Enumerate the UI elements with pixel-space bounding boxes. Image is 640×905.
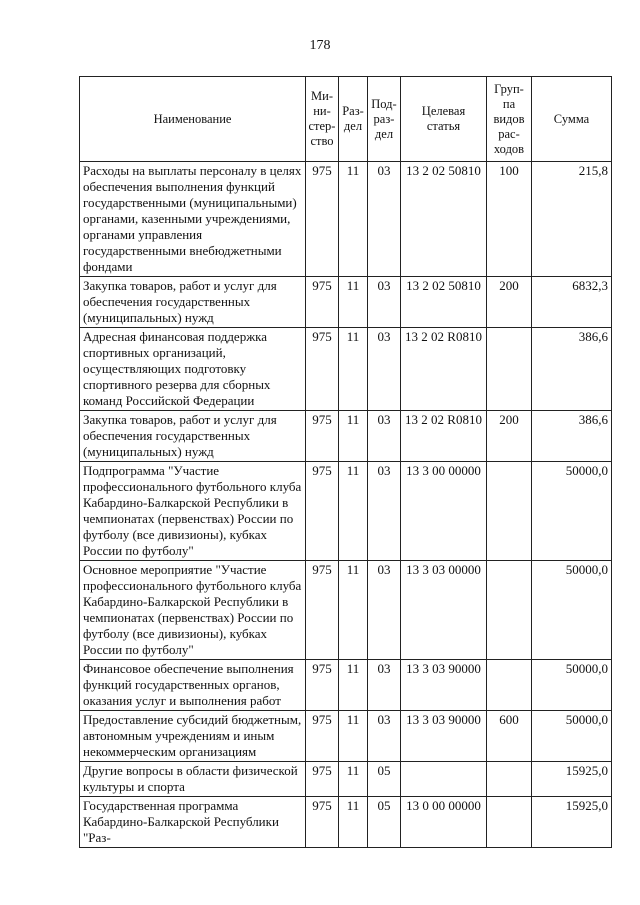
- cell-subsection: 03: [368, 462, 401, 561]
- cell-sum: 15925,0: [532, 762, 612, 797]
- cell-name: Подпрограмма "Участие профессионального футбольного клуба Кабардино-Балкарской Республики в чемпионатах (первенствах) России по футболу (все дивизионы), кубках России по футболу": [80, 462, 306, 561]
- table-row: [80, 328, 612, 411]
- cell-subsection: 05: [368, 762, 401, 797]
- cell-expense-group: 200: [487, 411, 532, 462]
- cell-sum: 50000,0: [532, 462, 612, 561]
- cell-name: Предоставление субсидий бюджетным, автономным учреждениям и иным некоммерческим организациям: [80, 711, 306, 762]
- cell-section: 11: [339, 162, 368, 277]
- table-row: [80, 277, 612, 328]
- cell-ministry: 975: [306, 277, 339, 328]
- cell-expense-group: 100: [487, 162, 532, 277]
- cell-sum: 215,8: [532, 162, 612, 277]
- cell-subsection: 05: [368, 797, 401, 848]
- cell-target-article: 13 2 02 R0810: [401, 328, 487, 411]
- table-row: [80, 711, 612, 762]
- cell-subsection: 03: [368, 162, 401, 277]
- cell-expense-group: [487, 561, 532, 660]
- header-name: Наименование: [80, 77, 306, 162]
- cell-name: Закупка товаров, работ и услуг для обеспечения государственных (муниципальных) нужд: [80, 277, 306, 328]
- cell-section: 11: [339, 561, 368, 660]
- cell-target-article: 13 2 02 R0810: [401, 411, 487, 462]
- table-header-row: [80, 77, 612, 162]
- cell-target-article: [401, 762, 487, 797]
- table-row: [80, 797, 612, 848]
- cell-target-article: 13 0 00 00000: [401, 797, 487, 848]
- cell-name: Основное мероприятие "Участие профессионального футбольного клуба Кабардино-Балкарской Республики в чемпионатах (первенствах) России по футболу (все дивизионы), кубках России по футболу": [80, 561, 306, 660]
- cell-sum: 15925,0: [532, 797, 612, 848]
- cell-section: 11: [339, 462, 368, 561]
- cell-target-article: 13 3 03 90000: [401, 660, 487, 711]
- cell-section: 11: [339, 277, 368, 328]
- table-row: [80, 762, 612, 797]
- cell-name: Финансовое обеспечение выполнения функций государственных органов, оказания услуг и выполнения работ: [80, 660, 306, 711]
- cell-sum: 50000,0: [532, 711, 612, 762]
- cell-ministry: 975: [306, 328, 339, 411]
- cell-expense-group: [487, 762, 532, 797]
- cell-subsection: 03: [368, 660, 401, 711]
- cell-subsection: 03: [368, 711, 401, 762]
- header-expense-group: Груп- па видов рас- ходов: [487, 77, 532, 162]
- header-target-article: Целевая статья: [401, 77, 487, 162]
- cell-subsection: 03: [368, 328, 401, 411]
- header-section: Раз- дел: [339, 77, 368, 162]
- cell-sum: 50000,0: [532, 561, 612, 660]
- page-number: 178: [309, 38, 331, 53]
- cell-expense-group: [487, 797, 532, 848]
- cell-expense-group: 600: [487, 711, 532, 762]
- cell-sum: 386,6: [532, 411, 612, 462]
- cell-subsection: 03: [368, 561, 401, 660]
- cell-target-article: 13 2 02 50810: [401, 277, 487, 328]
- cell-name: Закупка товаров, работ и услуг для обеспечения государственных (муниципальных) нужд: [80, 411, 306, 462]
- cell-expense-group: [487, 660, 532, 711]
- cell-sum: 6832,3: [532, 277, 612, 328]
- cell-name: Государственная программа Кабардино-Балкарской Республики "Раз-: [80, 797, 306, 848]
- table-row: [80, 462, 612, 561]
- cell-target-article: 13 3 00 00000: [401, 462, 487, 561]
- cell-section: 11: [339, 762, 368, 797]
- header-ministry: Ми- ни- стер- ство: [306, 77, 339, 162]
- table-row: [80, 660, 612, 711]
- cell-ministry: 975: [306, 797, 339, 848]
- table-row: [80, 162, 612, 277]
- cell-subsection: 03: [368, 277, 401, 328]
- cell-target-article: 13 2 02 50810: [401, 162, 487, 277]
- table-row: [80, 411, 612, 462]
- cell-section: 11: [339, 328, 368, 411]
- cell-ministry: 975: [306, 762, 339, 797]
- cell-expense-group: [487, 462, 532, 561]
- cell-name: Адресная финансовая поддержка спортивных организаций, осуществляющих подготовку спортивного резерва для сборных команд Российской Федерации: [80, 328, 306, 411]
- cell-ministry: 975: [306, 162, 339, 277]
- cell-subsection: 03: [368, 411, 401, 462]
- cell-ministry: 975: [306, 462, 339, 561]
- cell-expense-group: [487, 328, 532, 411]
- table-row: [80, 561, 612, 660]
- cell-sum: 50000,0: [532, 660, 612, 711]
- cell-section: 11: [339, 660, 368, 711]
- cell-target-article: 13 3 03 00000: [401, 561, 487, 660]
- cell-section: 11: [339, 797, 368, 848]
- cell-ministry: 975: [306, 411, 339, 462]
- cell-target-article: 13 3 03 90000: [401, 711, 487, 762]
- cell-section: 11: [339, 411, 368, 462]
- cell-section: 11: [339, 711, 368, 762]
- header-subsection: Под- раз- дел: [368, 77, 401, 162]
- cell-name: Другие вопросы в области физической культуры и спорта: [80, 762, 306, 797]
- cell-expense-group: 200: [487, 277, 532, 328]
- cell-ministry: 975: [306, 561, 339, 660]
- cell-ministry: 975: [306, 711, 339, 762]
- header-sum: Сумма: [532, 77, 612, 162]
- cell-sum: 386,6: [532, 328, 612, 411]
- cell-name: Расходы на выплаты персоналу в целях обеспечения выполнения функций государственными (муниципальными) органами, казенными учреждениями, органами управления государственными внебюджетными фондами: [80, 162, 306, 277]
- cell-ministry: 975: [306, 660, 339, 711]
- budget-table: [79, 76, 612, 848]
